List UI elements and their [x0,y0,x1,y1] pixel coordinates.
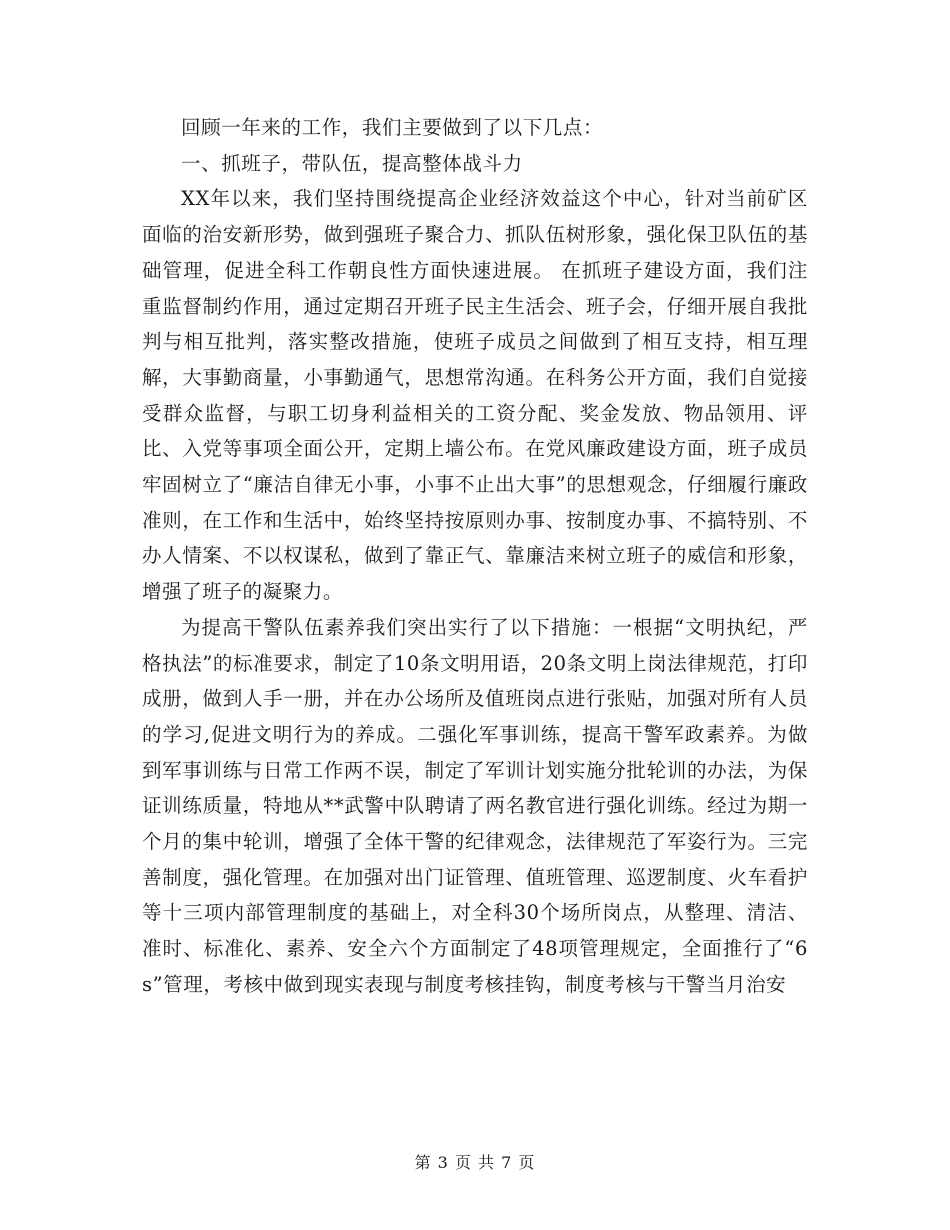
section-heading: 一、抓班子，带队伍，提高整体战斗力 [181,151,523,175]
paragraph-intro: 回顾一年来的工作，我们主要做到了以下几点： [181,116,604,139]
paragraph-quality-measures: 为提高干警队伍素养我们突出实行了以下措施：一根据“文明执纪，严格执法”的标准要求，制定了10条文明用语，20条文明上岗法律规范，打印成册，做到人手一册，并在办公场所及值班岗点进行张贴，加强对所有人员的学习,促进文明行为的养成。二强化军事训练，提高干警军政素养。为做到军事训练与日常工作两不误，制定了军训计划实施分批轮训的办法，为保证训练质量，特地从**武警中队聘请了两名教官进行强化训练。经过为期一个月的集中轮训，增强了全体干警的纪律观念，法律规范了军姿行为。三完善制度，强化管理。在加强对出门证管理、值班管理、巡逻制度、火车看护等十三项内部管理制度的基础上，对全科30个场所岗点，从整理、清洁、准时、标准化、素养、安全六个方面制定了48项管理规定，全面推行了“6s”管理，考核中做到现实表现与制度考核挂钩，制度考核与干警当月治安 [142,615,808,996]
paragraph-team-building: XX年以来，我们坚持围绕提高企业经济效益这个中心，针对当前矿区面临的治安新形势，做到强班子聚合力、抓队伍树形象，强化保卫队伍的基础管理，促进全科工作朝良性方面快速进展。 在抓班子建设方面，我们注重监督制约作用，通过定期召开班子民主生活会、班子会，仔细开展自我批判与相互批判，落实整改措施，使班子成员之间做到了相互支持，相互理解，大事勤商量，小事勤通气，思想常沟通。在科务公开方面，我们自觉接受群众监督，与职工切身利益相关的工资分配、奖金发放、物品领用、评比、入党等事项全面公开，定期上墙公布。在党风廉政建设方面，班子成员牢固树立了“廉洁自律无小事，小事不止出大事”的思想观念，仔细履行廉政准则，在工作和生活中，始终坚持按原则办事、按制度办事、不搞特别、不办人情案、不以权谋私，做到了靠正气、靠廉洁来树立班子的威信和形象，增强了班子的凝聚力。 [142,187,808,604]
document-body [142,110,808,1003]
page-footer: 第 3 页 共 7 页 [414,1153,536,1172]
